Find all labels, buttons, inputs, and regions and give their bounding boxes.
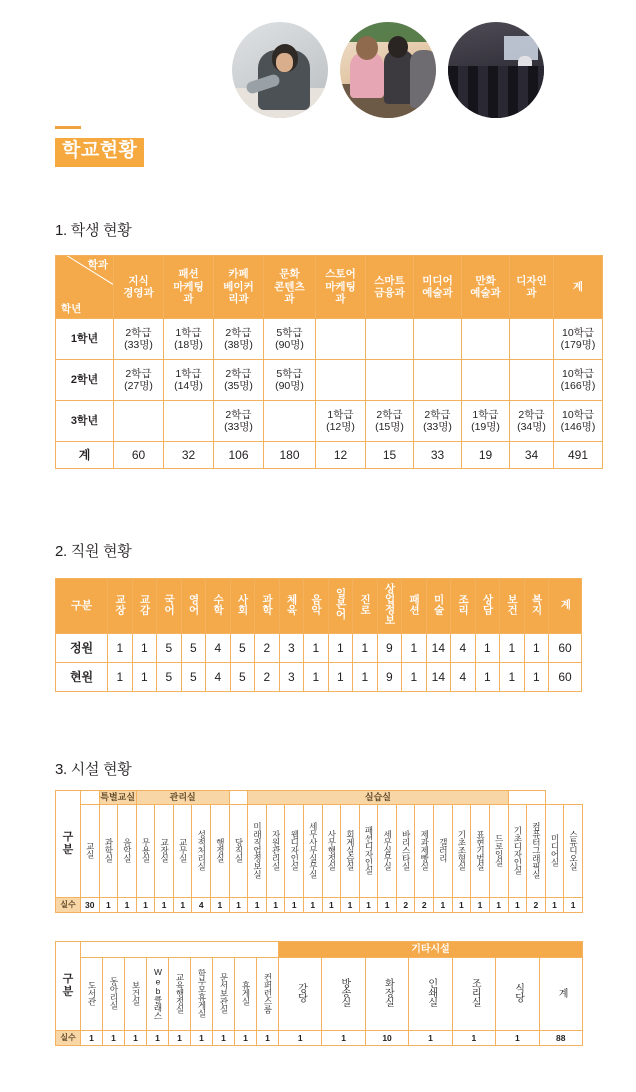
table4-group-row [56, 942, 583, 958]
table1-cell-0-3: 5학급 (90명) [264, 319, 316, 360]
section-heading-students: 1. 학생 현황 [55, 222, 132, 239]
table-row [56, 401, 603, 442]
table1-cell-0-6 [414, 319, 462, 360]
table2-cell-1-16: 1 [500, 663, 525, 692]
table2-col-header-9: 일본어 [328, 579, 353, 634]
table1-cell-0-5 [366, 319, 414, 360]
table1-cell-2-0 [114, 401, 164, 442]
table3-col-header-24: 컴퓨터그래픽실 [527, 805, 546, 898]
table3-count-10: 1 [266, 898, 285, 913]
table2-col-header-2: 국어 [157, 579, 182, 634]
table2-col-header-18: 계 [549, 579, 582, 634]
table3-count-7: 1 [211, 898, 230, 913]
table3-count-23: 1 [508, 898, 527, 913]
table3-count-3: 1 [136, 898, 155, 913]
table2-col-header-8: 음악 [304, 579, 329, 634]
table4-col-header-right-4: 조리실 [452, 958, 495, 1031]
table2-col-header-10: 진로 [353, 579, 378, 634]
table3-count-9: 1 [248, 898, 267, 913]
table4-col-header-1: 동아리실 [103, 958, 125, 1031]
table1-cell-1-5 [366, 360, 414, 401]
table3-col-header-20: 기초조형실 [452, 805, 471, 898]
table2-cell-0-8: 1 [304, 634, 329, 663]
table1-cell-0-9: 10학급 (179명) [554, 319, 603, 360]
table2-cell-0-6: 2 [255, 634, 280, 663]
table3-count-22: 1 [489, 898, 508, 913]
table1-col-header-1: 패션 마케팅 과 [164, 256, 214, 319]
table4-col-header-2: 보건실 [125, 958, 147, 1031]
table2-cell-0-0: 1 [108, 634, 133, 663]
table4-corner-header: 구 분 [56, 942, 81, 1031]
table1-cell-1-9: 10학급 (166명) [554, 360, 603, 401]
table4-count-right-3: 1 [409, 1031, 452, 1046]
table3-group-empty-0 [81, 791, 100, 805]
table3-col-header-25: 미디어실 [545, 805, 564, 898]
table3-count-label: 실수 [56, 898, 81, 913]
table3-group-2: 관리실 [136, 791, 229, 805]
table2-col-header-3: 영어 [181, 579, 206, 634]
table2-col-header-0: 교장 [108, 579, 133, 634]
table4-count-right-5: 1 [496, 1031, 539, 1046]
table2-cell-1-1: 1 [132, 663, 157, 692]
facilities-table-lower [55, 941, 583, 1046]
table-row [56, 1031, 583, 1046]
table3-count-2: 1 [118, 898, 137, 913]
table3-group-1: 특별교실 [99, 791, 136, 805]
table1-cell-1-8 [510, 360, 554, 401]
table3-col-header-9: 미래직업정보실 [248, 805, 267, 898]
table1-cell-2-7: 1학급 (19명) [462, 401, 510, 442]
table3-header-row [56, 805, 583, 898]
table4-col-header-right-5: 식당 [496, 958, 539, 1031]
table1-cell-1-4 [316, 360, 366, 401]
table1-cell-2-2: 2학급 (33명) [214, 401, 264, 442]
table4-count-right-0: 1 [279, 1031, 322, 1046]
table3-col-header-3: 무용실 [136, 805, 155, 898]
table-row [56, 442, 603, 469]
section-heading-staff: 2. 직원 현황 [55, 543, 132, 560]
table3-col-header-16: 세무실무실 [378, 805, 397, 898]
table1-total-cell-1: 32 [164, 442, 214, 469]
table1-cell-1-2: 2학급 (35명) [214, 360, 264, 401]
table1-col-header-9: 계 [554, 256, 603, 319]
table3-count-25: 1 [545, 898, 564, 913]
table4-group-empty [81, 942, 279, 958]
table4-count-label: 실수 [56, 1031, 81, 1046]
table2-corner-header: 구분 [56, 579, 108, 634]
table2-cell-0-11: 9 [377, 634, 402, 663]
table-row [56, 898, 583, 913]
table3-group-empty-5 [508, 791, 545, 805]
table2-cell-1-14: 4 [451, 663, 476, 692]
section-heading-facilities: 3. 시설 현황 [55, 761, 132, 778]
table3-col-header-26: 스튜디오실 [564, 805, 583, 898]
table3-col-header-12: 세무사무실무실 [304, 805, 323, 898]
table4-col-header-right-6: 계 [539, 958, 582, 1031]
table2-cell-1-5: 5 [230, 663, 255, 692]
table-row [56, 360, 603, 401]
table3-count-13: 1 [322, 898, 341, 913]
table3-col-header-13: 사무행정실 [322, 805, 341, 898]
table4-count-1: 1 [103, 1031, 125, 1046]
table2-col-header-17: 복지 [524, 579, 549, 634]
table3-count-5: 1 [173, 898, 192, 913]
table3-col-header-2: 음악실 [118, 805, 137, 898]
table2-cell-0-17: 1 [524, 634, 549, 663]
table1-cell-0-0: 2학급 (33명) [114, 319, 164, 360]
table1-col-header-2: 카페 베이커 리과 [214, 256, 264, 319]
table3-count-20: 1 [452, 898, 471, 913]
table1-cell-2-5: 2학급 (15명) [366, 401, 414, 442]
table3-count-16: 1 [378, 898, 397, 913]
table1-cell-1-7 [462, 360, 510, 401]
table3-count-0: 30 [81, 898, 100, 913]
table3-col-header-4: 교장실 [155, 805, 174, 898]
table1-col-header-5: 스마트 금융과 [366, 256, 414, 319]
table2-cell-0-4: 4 [206, 634, 231, 663]
table1-cell-2-6: 2학급 (33명) [414, 401, 462, 442]
table1-cell-1-3: 5학급 (90명) [264, 360, 316, 401]
table2-cell-1-13: 14 [426, 663, 451, 692]
table4-col-header-6: 문서보관실 [213, 958, 235, 1031]
table4-col-header-0: 도서관 [81, 958, 103, 1031]
table3-col-header-18: 제과제빵실 [415, 805, 434, 898]
table2-cell-1-12: 1 [402, 663, 427, 692]
table4-col-header-right-3: 인쇄실 [409, 958, 452, 1031]
table1-cell-2-3 [264, 401, 316, 442]
table3-count-4: 1 [155, 898, 174, 913]
table2-col-header-6: 과학 [255, 579, 280, 634]
table1-total-cell-3: 180 [264, 442, 316, 469]
table4-count-right-1: 1 [322, 1031, 365, 1046]
table2-cell-1-17: 1 [524, 663, 549, 692]
table4-count-5: 1 [191, 1031, 213, 1046]
table1-cell-1-6 [414, 360, 462, 401]
table4-count-8: 1 [257, 1031, 279, 1046]
table-row [56, 634, 582, 663]
table4-col-header-7: 휴게실 [235, 958, 257, 1031]
table3-col-header-10: 자원관리실 [266, 805, 285, 898]
lecture-hall-photo [448, 22, 544, 118]
table2-col-header-7: 체육 [279, 579, 304, 634]
table3-col-header-0: 교실 [81, 805, 100, 898]
table2-cell-0-13: 14 [426, 634, 451, 663]
table3-group-empty-3 [229, 791, 248, 805]
table1-row-label-1: 2학년 [56, 360, 114, 401]
table4-count-right-2: 10 [365, 1031, 408, 1046]
table4-count-4: 1 [169, 1031, 191, 1046]
table2-col-header-16: 보건 [500, 579, 525, 634]
staff-table [55, 578, 582, 692]
table3-count-12: 1 [304, 898, 323, 913]
table2-cell-0-16: 1 [500, 634, 525, 663]
table3-col-header-23: 기초디자인실 [508, 805, 527, 898]
table1-total-cell-0: 60 [114, 442, 164, 469]
student-working-photo [232, 22, 328, 118]
table4-col-header-right-2: 화장실 [365, 958, 408, 1031]
table3-col-header-6: 성적처리실 [192, 805, 211, 898]
table1-col-header-8: 디자인 과 [510, 256, 554, 319]
table1-cell-0-7 [462, 319, 510, 360]
table2-cell-0-5: 5 [230, 634, 255, 663]
students-workshop-photo [340, 22, 436, 118]
table3-count-15: 1 [359, 898, 378, 913]
table1-total-cell-8: 34 [510, 442, 554, 469]
table3-group-4: 실습실 [248, 791, 508, 805]
table3-col-header-8: 당직실 [229, 805, 248, 898]
table2-col-header-1: 교감 [132, 579, 157, 634]
table1-cell-2-1 [164, 401, 214, 442]
table4-count-6: 1 [213, 1031, 235, 1046]
table4-count-3: 1 [147, 1031, 169, 1046]
table1-cell-2-8: 2학급 (34명) [510, 401, 554, 442]
photo-row [232, 22, 544, 118]
table-corner-header: 학과 학년 [56, 256, 114, 319]
table2-cell-0-1: 1 [132, 634, 157, 663]
table1-col-header-0: 지식 경영과 [114, 256, 164, 319]
table1-cell-2-4: 1학급 (12명) [316, 401, 366, 442]
table4-count-2: 1 [125, 1031, 147, 1046]
table2-cell-0-15: 1 [475, 634, 500, 663]
table2-col-header-11: 상업정보 [377, 579, 402, 634]
table3-group-row [56, 791, 583, 805]
table2-cell-1-11: 9 [377, 663, 402, 692]
table1-col-header-3: 문화 콘텐츠 과 [264, 256, 316, 319]
table2-cell-0-3: 5 [181, 634, 206, 663]
table2-col-header-4: 수학 [206, 579, 231, 634]
table2-cell-1-0: 1 [108, 663, 133, 692]
table3-count-14: 1 [341, 898, 360, 913]
title-accent-bar [55, 126, 81, 129]
table3-count-21: 1 [471, 898, 490, 913]
table3-col-header-15: 패션디자인실 [359, 805, 378, 898]
table2-cell-1-8: 1 [304, 663, 329, 692]
table3-col-header-21: 표현기법실 [471, 805, 490, 898]
table3-col-header-7: 행정실 [211, 805, 230, 898]
table3-count-24: 2 [527, 898, 546, 913]
table2-cell-1-2: 5 [157, 663, 182, 692]
table-row [56, 663, 582, 692]
table1-total-cell-6: 33 [414, 442, 462, 469]
table4-col-header-3: Web클래스 [147, 958, 169, 1031]
table1-total-cell-4: 12 [316, 442, 366, 469]
table2-col-header-12: 패션 [402, 579, 427, 634]
table3-col-header-5: 교무실 [173, 805, 192, 898]
table3-col-header-1: 과학실 [99, 805, 118, 898]
table1-col-header-7: 만화 예술과 [462, 256, 510, 319]
table2-cell-0-7: 3 [279, 634, 304, 663]
table4-count-0: 1 [81, 1031, 103, 1046]
table1-cell-1-1: 1학급 (14명) [164, 360, 214, 401]
table2-cell-0-18: 60 [549, 634, 582, 663]
table3-col-header-17: 바리스타실 [396, 805, 415, 898]
table2-cell-0-9: 1 [328, 634, 353, 663]
page-title: 학교현황 [55, 138, 144, 167]
table2-cell-1-10: 1 [353, 663, 378, 692]
table4-count-7: 1 [235, 1031, 257, 1046]
table4-col-header-right-0: 강당 [279, 958, 322, 1031]
table3-col-header-22: 드로잉실 [489, 805, 508, 898]
table1-total-cell-9: 491 [554, 442, 603, 469]
table1-total-cell-2: 106 [214, 442, 264, 469]
table3-count-19: 1 [434, 898, 453, 913]
table1-total-label: 계 [56, 442, 114, 469]
table3-count-17: 2 [396, 898, 415, 913]
table3-count-6: 4 [192, 898, 211, 913]
table4-col-header-5: 학부모휴게실 [191, 958, 213, 1031]
students-table [55, 255, 603, 469]
table3-col-header-14: 회계실습실 [341, 805, 360, 898]
facilities-table-upper [55, 790, 583, 913]
table2-cell-1-15: 1 [475, 663, 500, 692]
table4-group-other: 기타시설 [279, 942, 583, 958]
table-row [56, 319, 603, 360]
table3-col-header-19: 갤러리 [434, 805, 453, 898]
table3-count-26: 1 [564, 898, 583, 913]
table1-cell-0-2: 2학급 (38명) [214, 319, 264, 360]
table1-cell-1-0: 2학급 (27명) [114, 360, 164, 401]
table2-cell-0-10: 1 [353, 634, 378, 663]
table1-cell-0-1: 1학급 (18명) [164, 319, 214, 360]
table4-count-right-4: 1 [452, 1031, 495, 1046]
table1-cell-0-8 [510, 319, 554, 360]
table1-col-header-4: 스토어 마케팅 과 [316, 256, 366, 319]
table2-cell-1-3: 5 [181, 663, 206, 692]
table3-corner-header: 구 분 [56, 791, 81, 898]
table3-count-1: 1 [99, 898, 118, 913]
table2-col-header-13: 미술 [426, 579, 451, 634]
table2-col-header-15: 상담 [475, 579, 500, 634]
table4-col-header-right-1: 방송실 [322, 958, 365, 1031]
table3-col-header-11: 웹디자인실 [285, 805, 304, 898]
table4-count-right-6: 88 [539, 1031, 582, 1046]
table3-count-11: 1 [285, 898, 304, 913]
table2-cell-1-9: 1 [328, 663, 353, 692]
table2-cell-1-4: 4 [206, 663, 231, 692]
table2-cell-0-12: 1 [402, 634, 427, 663]
table2-col-header-14: 조리 [451, 579, 476, 634]
table1-cell-2-9: 10학급 (146명) [554, 401, 603, 442]
table4-header-row [56, 958, 583, 1031]
table3-count-18: 2 [415, 898, 434, 913]
table2-cell-0-2: 5 [157, 634, 182, 663]
table2-cell-1-6: 2 [255, 663, 280, 692]
table2-cell-0-14: 4 [451, 634, 476, 663]
table2-row-label-0: 정원 [56, 634, 108, 663]
table2-col-header-5: 사회 [230, 579, 255, 634]
table4-col-header-4: 교육행정실 [169, 958, 191, 1031]
table1-row-label-2: 3학년 [56, 401, 114, 442]
table1-row-label-0: 1학년 [56, 319, 114, 360]
table2-row-label-1: 현원 [56, 663, 108, 692]
table1-total-cell-5: 15 [366, 442, 414, 469]
table3-count-8: 1 [229, 898, 248, 913]
table1-total-cell-7: 19 [462, 442, 510, 469]
table1-cell-0-4 [316, 319, 366, 360]
table2-cell-1-7: 3 [279, 663, 304, 692]
table1-col-header-6: 미디어 예술과 [414, 256, 462, 319]
table4-col-header-8: 컨퍼런스룸 [257, 958, 279, 1031]
table2-cell-1-18: 60 [549, 663, 582, 692]
